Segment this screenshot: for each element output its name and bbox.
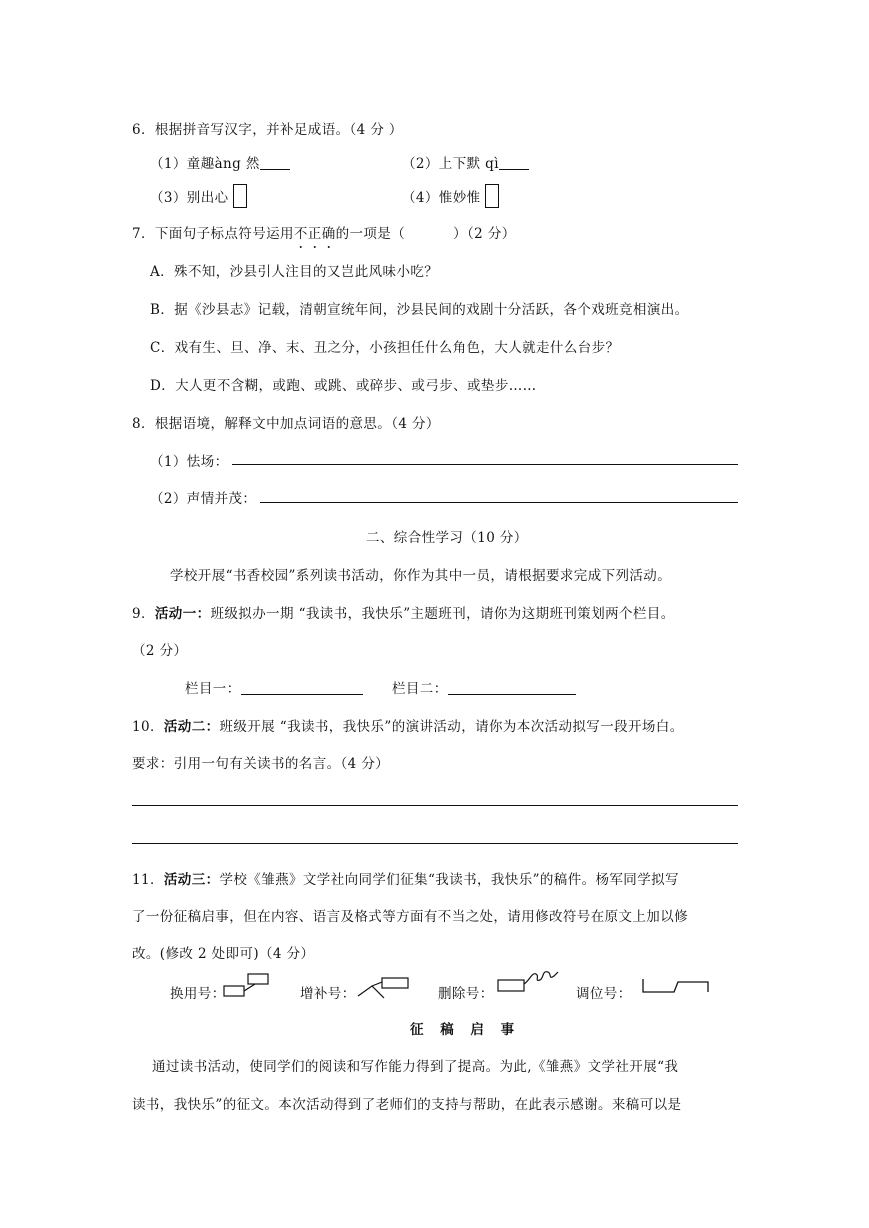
q6-item-4-text: （4）惟妙惟 xyxy=(402,190,481,206)
q9-number: 9． xyxy=(132,606,155,622)
q6-item-2 xyxy=(402,152,529,172)
q9-column-2-blank[interactable] xyxy=(448,680,576,695)
q9-column-2-label: 栏目二： xyxy=(392,681,448,697)
notice-title: 征 稿 启 事 xyxy=(410,1022,521,1038)
q8-item-2-answer-line[interactable] xyxy=(260,502,738,503)
delete-mark-icon xyxy=(496,966,562,996)
q6-item-3-box[interactable] xyxy=(233,184,247,208)
q11-number: 11． xyxy=(132,872,164,888)
q6-item-4-box[interactable] xyxy=(485,184,499,208)
q6-item-1 xyxy=(150,152,290,172)
q10-text: 班级开展 “我读书，我快乐”的演讲活动，请你为本次活动拟写一段开场白。 xyxy=(219,719,684,735)
transpose-mark-icon xyxy=(640,976,712,996)
q9-score: （2 分） xyxy=(132,643,188,659)
q6-item-2-text: （2）上下默 qì xyxy=(402,156,499,172)
q9-text: 班级拟办一期 “我读书，我快乐”主题班刊，请你为这期班刊策划两个栏目。 xyxy=(210,606,675,622)
q10-activity-label: 活动二： xyxy=(163,719,220,735)
q11-line-2: 了一份征稿启事，但在内容、语言及格式等方面有不当之处，请用修改符号在原文上加以修 xyxy=(132,909,688,925)
q7-option-a: A．殊不知，沙县引人注目的又岂此风味小吃？ xyxy=(150,264,439,280)
q7-dotted-char-3: 确 xyxy=(321,226,336,242)
q6-item-1-text: （1）童趣àng 然 xyxy=(150,156,260,172)
q8-stem: 8．根据语境，解释文中加点词语的意思。（4 分） xyxy=(132,416,440,432)
q10-stem xyxy=(132,715,684,735)
insert-mark-icon xyxy=(356,976,412,1002)
q6-item-3-text: （3）别出心 xyxy=(150,190,229,206)
q8-item-1: （1）怯场： xyxy=(150,454,229,470)
q9-column-1-label: 栏目一： xyxy=(185,681,241,697)
q7-option-c: C．戏有生、旦、净、末、丑之分，小孩担任什么角色，大人就走什么台步？ xyxy=(150,340,620,356)
symbol-insert-label: 增补号： xyxy=(300,986,356,1002)
q6-item-2-blank[interactable] xyxy=(499,155,529,170)
q9-stem xyxy=(132,602,675,622)
q6-item-4 xyxy=(402,184,499,208)
symbol-delete-label: 删除号： xyxy=(438,986,494,1002)
q9-column-2 xyxy=(392,677,576,697)
q9-column-1-blank[interactable] xyxy=(241,680,363,695)
q11-activity-label: 活动三： xyxy=(163,872,220,888)
q7-stem-post-1: 的一项是（ xyxy=(335,226,406,242)
q10-answer-line-2[interactable] xyxy=(132,843,738,844)
q11-stem xyxy=(132,868,679,888)
q7-dotted-char-1: 不 xyxy=(293,226,308,242)
symbol-replace-label: 换用号： xyxy=(170,986,226,1002)
symbol-transpose-label: 调位号： xyxy=(576,986,632,1002)
notice-paragraph-line-2: 读书，我快乐”的征文。本次活动得到了老师们的支持与帮助，在此表示感谢。来稿可以是 xyxy=(132,1097,682,1113)
q6-stem: 6．根据拼音写汉字，并补足成语。（4 分 ） xyxy=(132,122,403,138)
q6-item-3 xyxy=(150,184,247,208)
notice-paragraph-line-1: 通过读书活动，使同学们的阅读和写作能力得到了提高。为此,《雏燕》文学社开展“我 xyxy=(152,1059,679,1075)
q10-number: 10． xyxy=(132,719,164,735)
replace-mark-icon xyxy=(222,972,272,1000)
section2-heading: 二、综合性学习（10 分） xyxy=(366,530,528,546)
q10-requirement: 要求：引用一句有关读书的名言。（4 分） xyxy=(132,756,390,772)
q10-answer-line-1[interactable] xyxy=(132,805,738,806)
q8-item-1-answer-line[interactable] xyxy=(232,464,738,465)
q9-column-1 xyxy=(185,677,363,697)
q11-line-3: 改。(修改 2 处即可)（4 分） xyxy=(132,946,315,962)
q11-text: 学校《雏燕》文学社向同学们征集“我读书，我快乐”的稿件。杨军同学拟写 xyxy=(219,872,679,888)
q7-stem xyxy=(132,222,516,242)
q6-item-1-blank[interactable] xyxy=(260,155,290,170)
q8-item-2: （2）声情并茂： xyxy=(150,491,257,507)
q9-activity-label: 活动一： xyxy=(154,606,211,622)
q7-option-d: D．大人更不含糊，或跑、或跳、或碎步、或弓步、或垫步…… xyxy=(150,378,537,394)
q7-stem-post-2: ）（2 分） xyxy=(453,226,516,242)
q7-dotted-char-2: 正 xyxy=(307,226,322,242)
q7-stem-pre: 7．下面句子标点符号运用 xyxy=(132,226,294,242)
section2-intro: 学校开展“书香校园”系列读书活动，你作为其中一员，请根据要求完成下列活动。 xyxy=(170,568,672,584)
q7-option-b: B．据《沙县志》记载，清朝宣统年间，沙县民间的戏剧十分活跃，各个戏班竞相演出。 xyxy=(150,302,689,318)
